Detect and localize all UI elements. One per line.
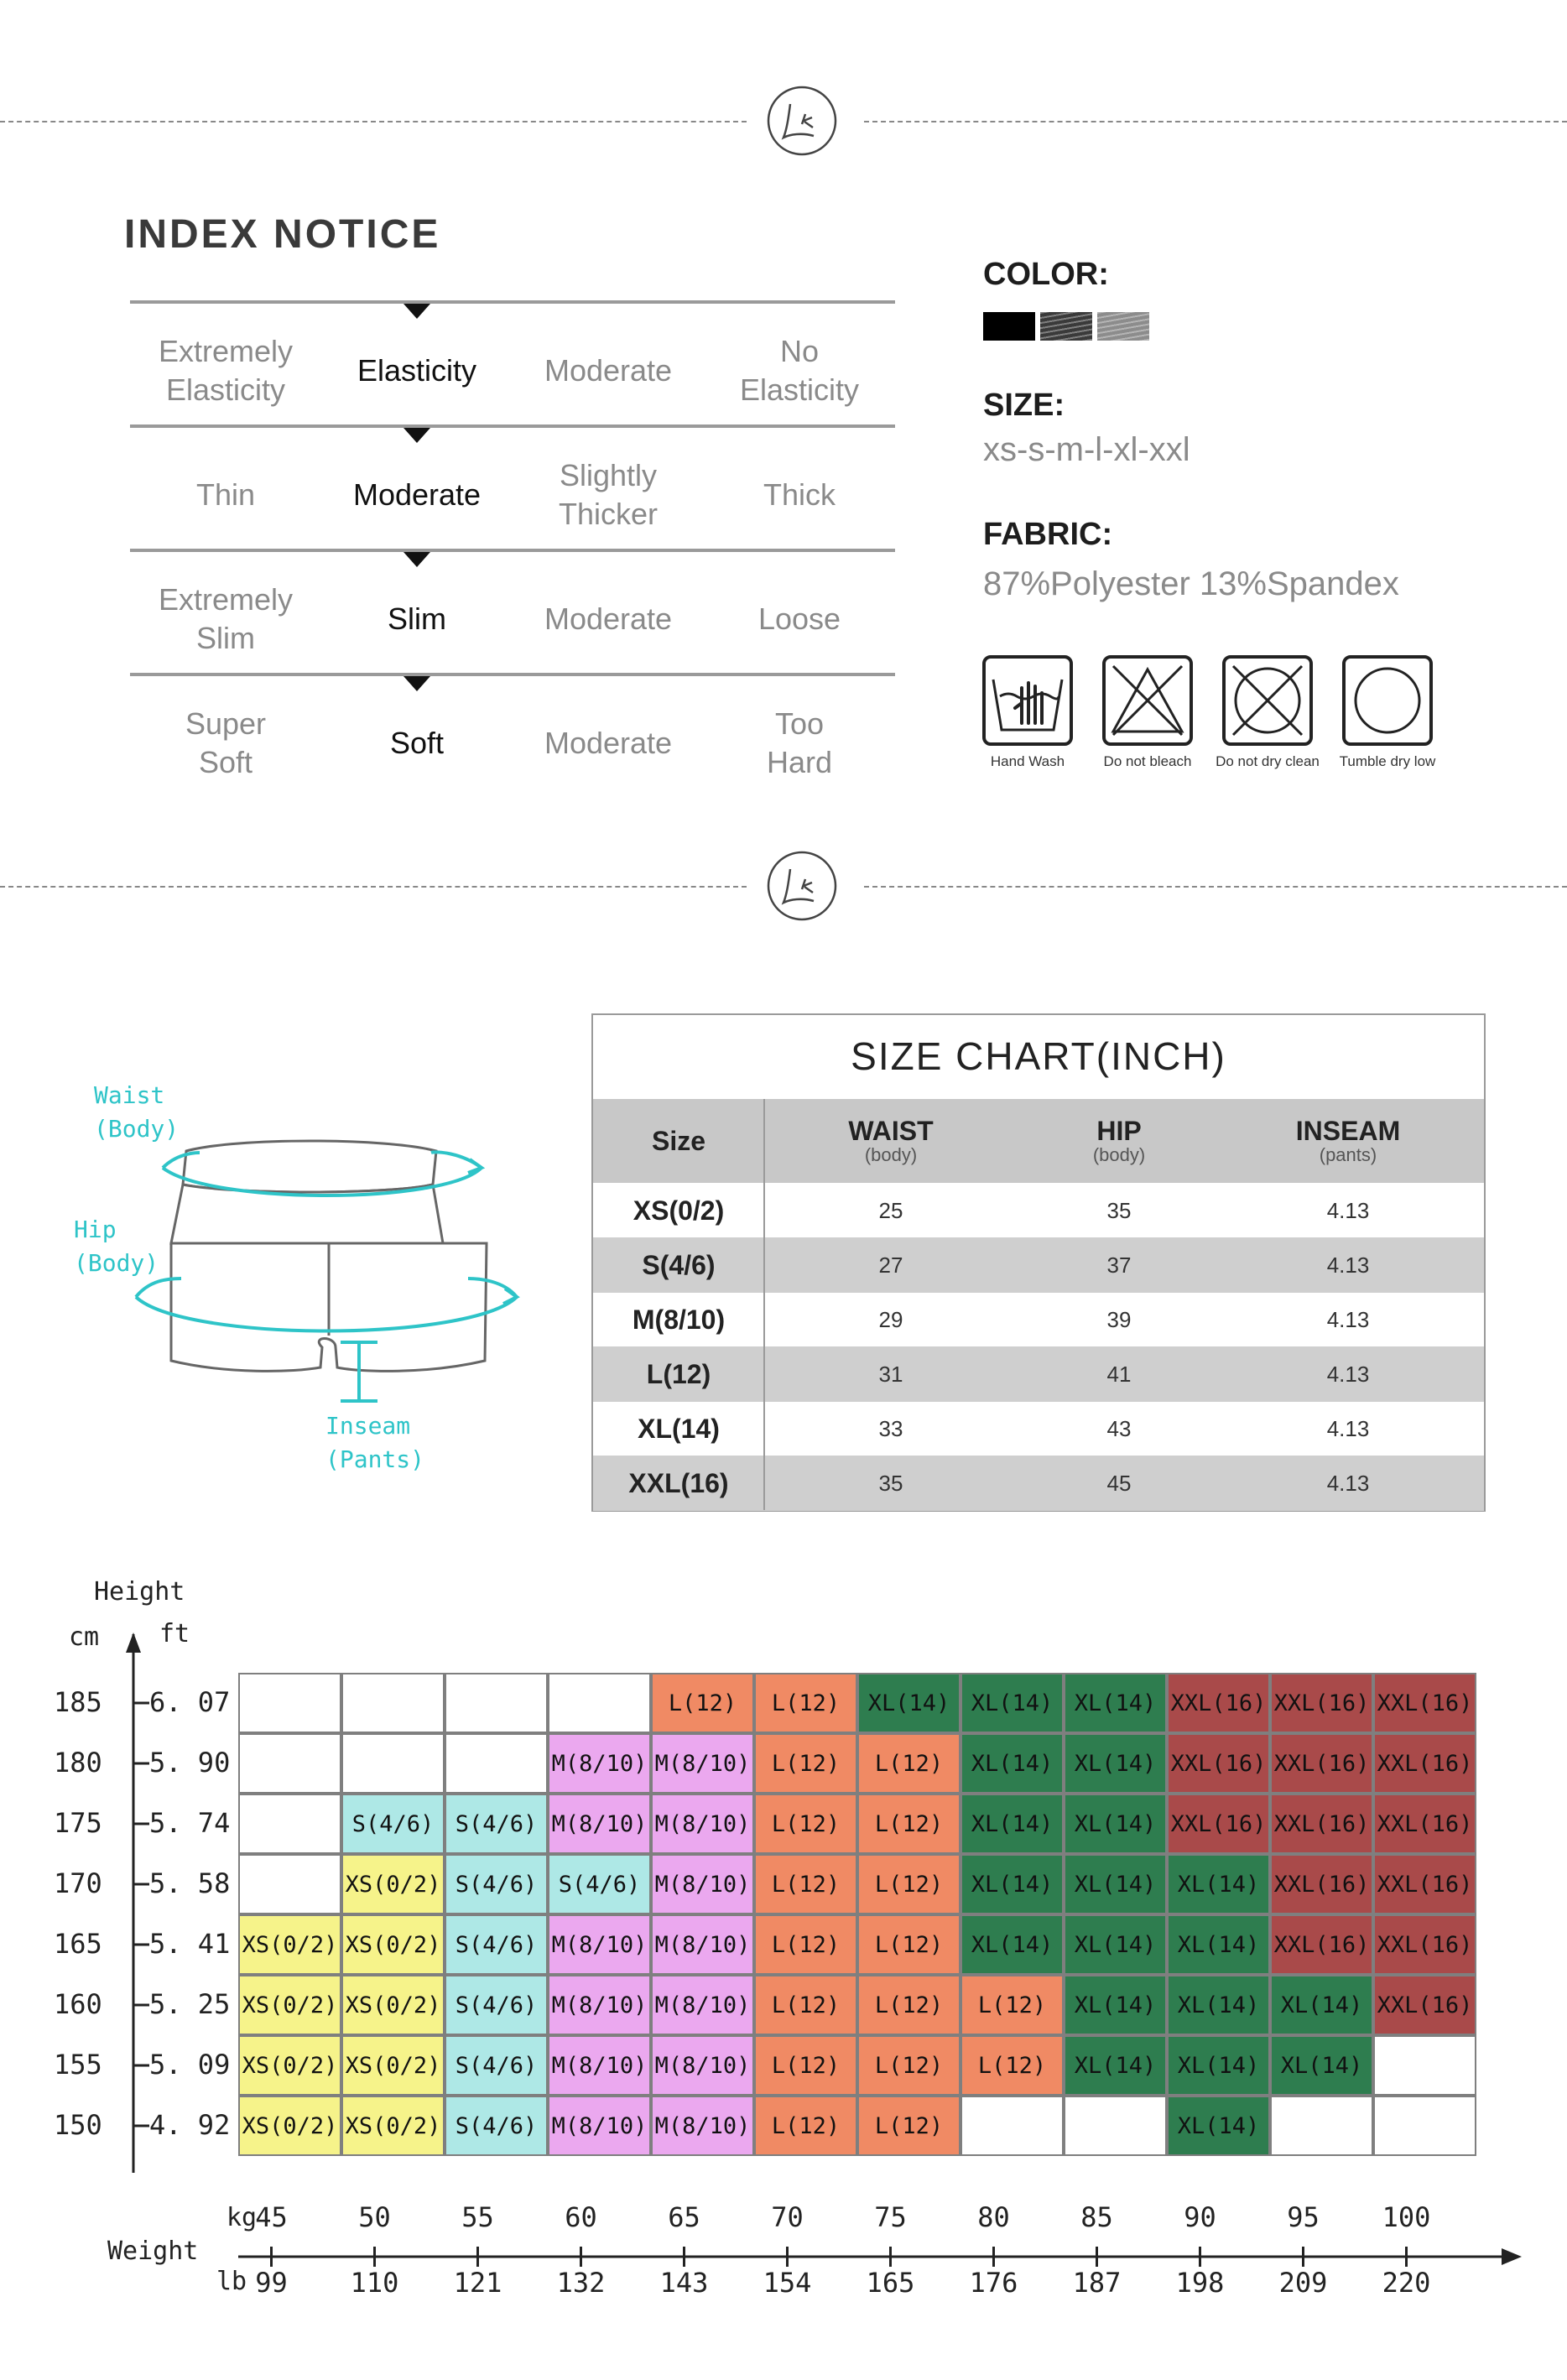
weight-lb-label: 198 bbox=[1175, 2267, 1225, 2299]
size-value: xs-s-m-l-xl-xxl bbox=[983, 431, 1190, 468]
height-ft-label: 5. 90 bbox=[149, 1747, 231, 1778]
column-header-sublabel: (body) bbox=[1092, 1144, 1146, 1165]
empty-grid-cell bbox=[1270, 2096, 1373, 2156]
index-value: No Elasticity bbox=[739, 334, 860, 407]
size-grid-cell: XL(14) bbox=[1167, 2035, 1270, 2096]
size-grid-cell: XS(0/2) bbox=[341, 1975, 445, 2035]
height-ft-label: 5. 25 bbox=[149, 1988, 231, 2020]
care-label: Do not bleach bbox=[1103, 753, 1192, 769]
size-cell: S(4/6) bbox=[642, 1249, 716, 1280]
size-grid-cell: L(12) bbox=[754, 1854, 857, 1914]
size-grid-cell: XS(0/2) bbox=[238, 1914, 341, 1975]
index-value: Thick bbox=[763, 477, 836, 512]
index-notice-title: INDEX NOTICE bbox=[124, 212, 441, 257]
index-value: Too Hard bbox=[766, 706, 833, 779]
index-value: Moderate bbox=[544, 602, 673, 636]
size-grid-cell: XXL(16) bbox=[1373, 1673, 1476, 1733]
size-grid-cell: XXL(16) bbox=[1373, 1794, 1476, 1854]
dashed-line bbox=[0, 121, 747, 122]
size-grid-cell: L(12) bbox=[754, 1673, 857, 1733]
index-value: Slightly Thicker bbox=[558, 458, 659, 531]
size-grid-cell: L(12) bbox=[961, 1975, 1064, 2035]
brand-logo-icon bbox=[765, 849, 839, 923]
table-row bbox=[593, 1292, 1484, 1347]
size-cell: XXL(16) bbox=[628, 1467, 729, 1498]
height-weight-grid bbox=[238, 1673, 1480, 2156]
weight-axis-title: Weight bbox=[107, 2237, 199, 2266]
weight-lb-label: 121 bbox=[453, 2267, 502, 2299]
weight-lb-label: 187 bbox=[1072, 2267, 1122, 2299]
index-row bbox=[130, 549, 895, 673]
size-chart-title: SIZE CHART(INCH) bbox=[851, 1034, 1226, 1078]
weight-kg-label: 95 bbox=[1287, 2201, 1320, 2233]
empty-grid-cell bbox=[961, 2096, 1064, 2156]
height-ft-label: 5. 09 bbox=[149, 2049, 231, 2081]
table-row bbox=[593, 1401, 1484, 1456]
size-grid-cell: L(12) bbox=[857, 1854, 961, 1914]
empty-grid-cell bbox=[445, 1733, 548, 1794]
care-label: Hand Wash bbox=[990, 753, 1065, 769]
size-grid-cell: S(4/6) bbox=[445, 2035, 548, 2096]
size-grid-cell: XL(14) bbox=[1167, 1854, 1270, 1914]
weight-lb-label: 132 bbox=[556, 2267, 606, 2299]
size-grid-cell: M(8/10) bbox=[651, 1914, 754, 1975]
waist-label: Waist (Body) bbox=[94, 1081, 180, 1143]
table-row bbox=[593, 1346, 1484, 1402]
size-grid-cell: M(8/10) bbox=[651, 2035, 754, 2096]
size-grid-cell: M(8/10) bbox=[548, 2035, 651, 2096]
size-grid-cell: L(12) bbox=[961, 2035, 1064, 2096]
dashed-line bbox=[864, 121, 1567, 122]
size-chart-table bbox=[591, 1013, 1486, 1512]
height-ft-label: 5. 58 bbox=[149, 1867, 231, 1899]
index-row bbox=[130, 424, 895, 549]
weight-lb-label: 154 bbox=[763, 2267, 812, 2299]
color-swatch[interactable] bbox=[983, 312, 1035, 341]
column-header bbox=[782, 1099, 1000, 1183]
cm-unit-label: cm bbox=[69, 1622, 100, 1652]
size-grid-cell: S(4/6) bbox=[548, 1854, 651, 1914]
size-grid-cell: XS(0/2) bbox=[238, 2096, 341, 2156]
measurement-cell: 4.13 bbox=[1326, 1306, 1370, 1332]
index-value: Extremely Slim bbox=[158, 582, 294, 655]
column-header bbox=[595, 1099, 763, 1183]
hand-wash-icon bbox=[981, 654, 1074, 747]
table-row bbox=[593, 1183, 1484, 1238]
size-grid-cell: M(8/10) bbox=[548, 1975, 651, 2035]
size-grid-cell: S(4/6) bbox=[445, 1914, 548, 1975]
size-grid-cell: XXL(16) bbox=[1167, 1673, 1270, 1733]
measurement-cell: 35 bbox=[878, 1470, 903, 1496]
column-header-sublabel: (pants) bbox=[1319, 1144, 1377, 1165]
empty-grid-cell bbox=[238, 1733, 341, 1794]
height-cm-label: 175 bbox=[54, 1807, 102, 1839]
size-grid-cell: M(8/10) bbox=[548, 2096, 651, 2156]
measurement-cell: 4.13 bbox=[1326, 1361, 1370, 1387]
size-grid-cell: XXL(16) bbox=[1373, 1733, 1476, 1794]
size-grid-cell: XL(14) bbox=[1064, 1673, 1167, 1733]
index-rule bbox=[130, 673, 895, 676]
hip-label: Hip (Body) bbox=[74, 1216, 159, 1277]
care-label: Tumble dry low bbox=[1339, 753, 1436, 769]
column-header-sublabel: (body) bbox=[864, 1144, 918, 1165]
brand-logo-icon bbox=[765, 84, 839, 158]
height-cm-label: 160 bbox=[54, 1988, 102, 2020]
height-cm-label: 165 bbox=[54, 1928, 102, 1960]
weight-kg-label: 70 bbox=[771, 2201, 804, 2233]
index-selected-value: Slim bbox=[388, 602, 446, 636]
index-row bbox=[130, 673, 895, 797]
size-grid-cell: XXL(16) bbox=[1270, 1854, 1373, 1914]
height-cm-label: 150 bbox=[54, 2109, 102, 2141]
measurement-cell: 29 bbox=[878, 1306, 903, 1332]
size-grid-cell: XXL(16) bbox=[1373, 1975, 1476, 2035]
size-grid-cell: XXL(16) bbox=[1373, 1914, 1476, 1975]
size-grid-cell: XL(14) bbox=[1167, 1975, 1270, 2035]
measurement-cell: 25 bbox=[878, 1197, 903, 1223]
measurement-cell: 37 bbox=[1106, 1252, 1132, 1278]
color-swatch[interactable] bbox=[1040, 312, 1092, 341]
measurement-cell: 41 bbox=[1106, 1361, 1132, 1387]
size-grid-cell: XL(14) bbox=[1064, 1794, 1167, 1854]
column-header-label: INSEAM bbox=[1295, 1116, 1401, 1146]
size-grid-cell: S(4/6) bbox=[341, 1794, 445, 1854]
weight-kg-label: 85 bbox=[1080, 2201, 1113, 2233]
index-value: Extremely Elasticity bbox=[158, 334, 294, 407]
size-cell: L(12) bbox=[646, 1358, 711, 1389]
weight-kg-label: 45 bbox=[255, 2201, 288, 2233]
measurement-cell: 4.13 bbox=[1326, 1470, 1370, 1496]
do-not-dry-clean-icon bbox=[1221, 654, 1314, 747]
size-grid-cell: XXL(16) bbox=[1270, 1673, 1373, 1733]
empty-grid-cell bbox=[238, 1854, 341, 1914]
size-grid-cell: XXL(16) bbox=[1270, 1914, 1373, 1975]
size-grid-cell: XL(14) bbox=[1064, 1733, 1167, 1794]
weight-kg-label: 75 bbox=[874, 2201, 907, 2233]
size-grid-cell: XL(14) bbox=[961, 1914, 1064, 1975]
size-grid-cell: M(8/10) bbox=[651, 1975, 754, 2035]
size-grid-cell: XS(0/2) bbox=[238, 1975, 341, 2035]
measurement-cell: 39 bbox=[1106, 1306, 1132, 1332]
weight-kg-label: 60 bbox=[565, 2201, 597, 2233]
size-grid-cell: XS(0/2) bbox=[341, 1914, 445, 1975]
height-cm-label: 155 bbox=[54, 2049, 102, 2081]
empty-grid-cell bbox=[238, 1673, 341, 1733]
size-grid-cell: S(4/6) bbox=[445, 1794, 548, 1854]
size-grid-cell: L(12) bbox=[754, 1914, 857, 1975]
measurement-cell: 33 bbox=[878, 1415, 903, 1441]
index-value: Super Soft bbox=[185, 706, 267, 779]
measurement-cell: 4.13 bbox=[1326, 1415, 1370, 1441]
size-grid-cell: XL(14) bbox=[961, 1673, 1064, 1733]
size-grid-cell: L(12) bbox=[651, 1673, 754, 1733]
size-grid-cell: L(12) bbox=[754, 2035, 857, 2096]
size-grid-cell: L(12) bbox=[857, 2096, 961, 2156]
dashed-line bbox=[0, 886, 747, 888]
column-header bbox=[1010, 1099, 1228, 1183]
size-grid-cell: XXL(16) bbox=[1270, 1733, 1373, 1794]
empty-grid-cell bbox=[445, 1673, 548, 1733]
index-rule bbox=[130, 424, 895, 428]
ft-unit-label: ft bbox=[159, 1619, 190, 1648]
kg-unit-label: kg bbox=[226, 2203, 258, 2232]
table-row bbox=[593, 1456, 1484, 1511]
size-grid-cell: XL(14) bbox=[961, 1794, 1064, 1854]
size-cell: M(8/10) bbox=[632, 1304, 726, 1335]
size-grid-cell: L(12) bbox=[754, 1794, 857, 1854]
height-cm-label: 180 bbox=[54, 1747, 102, 1778]
measurement-cell: 43 bbox=[1106, 1415, 1132, 1441]
height-cm-label: 185 bbox=[54, 1686, 102, 1718]
do-not-bleach-icon bbox=[1101, 654, 1194, 747]
index-value: Moderate bbox=[544, 353, 673, 388]
column-divider bbox=[763, 1099, 765, 1510]
size-grid-cell: S(4/6) bbox=[445, 2096, 548, 2156]
weight-kg-label: 80 bbox=[977, 2201, 1010, 2233]
height-ft-label: 5. 41 bbox=[149, 1928, 231, 1960]
column-header-label: WAIST bbox=[848, 1116, 934, 1146]
empty-grid-cell bbox=[238, 1794, 341, 1854]
size-grid-cell: XL(14) bbox=[961, 1854, 1064, 1914]
index-selected-value: Soft bbox=[389, 726, 445, 760]
size-grid-cell: L(12) bbox=[857, 1733, 961, 1794]
weight-kg-label: 90 bbox=[1184, 2201, 1216, 2233]
inseam-label: Inseam (Pants) bbox=[325, 1412, 425, 1473]
weight-lb-label: 99 bbox=[255, 2267, 288, 2299]
size-grid-cell: XXL(16) bbox=[1167, 1794, 1270, 1854]
size-grid-cell: XL(14) bbox=[1064, 2035, 1167, 2096]
weight-lb-label: 220 bbox=[1382, 2267, 1431, 2299]
size-grid-cell: XS(0/2) bbox=[341, 1854, 445, 1914]
divider-middle bbox=[0, 832, 1567, 941]
size-grid-cell: XL(14) bbox=[961, 1733, 1064, 1794]
height-cm-label: 170 bbox=[54, 1867, 102, 1899]
size-grid-cell: XL(14) bbox=[1270, 2035, 1373, 2096]
size-grid-cell: XXL(16) bbox=[1167, 1733, 1270, 1794]
size-grid-cell: L(12) bbox=[754, 1733, 857, 1794]
index-selected-value: Elasticity bbox=[357, 353, 477, 388]
size-label: SIZE: bbox=[983, 388, 1065, 423]
height-axis-title: Height bbox=[94, 1577, 185, 1607]
measurement-cell: 35 bbox=[1106, 1197, 1132, 1223]
size-grid-cell: M(8/10) bbox=[651, 1733, 754, 1794]
size-grid-cell: XL(14) bbox=[1064, 1854, 1167, 1914]
size-grid-cell: L(12) bbox=[754, 2096, 857, 2156]
empty-grid-cell bbox=[1373, 2035, 1476, 2096]
size-cell: XL(14) bbox=[638, 1413, 720, 1444]
height-ft-label: 6. 07 bbox=[149, 1686, 231, 1718]
size-grid-cell: S(4/6) bbox=[445, 1975, 548, 2035]
size-grid-cell: M(8/10) bbox=[651, 1794, 754, 1854]
measurement-cell: 4.13 bbox=[1326, 1197, 1370, 1223]
tumble-dry-low-icon bbox=[1341, 654, 1434, 747]
weight-kg-label: 50 bbox=[358, 2201, 391, 2233]
column-header-label: HIP bbox=[1096, 1116, 1142, 1146]
size-grid-cell: M(8/10) bbox=[651, 2096, 754, 2156]
empty-grid-cell bbox=[1373, 2096, 1476, 2156]
weight-lb-label: 209 bbox=[1278, 2267, 1328, 2299]
size-grid-cell: M(8/10) bbox=[548, 1733, 651, 1794]
size-grid-cell: L(12) bbox=[754, 1975, 857, 2035]
size-cell: XS(0/2) bbox=[633, 1195, 725, 1226]
size-grid-cell: XL(14) bbox=[1064, 1975, 1167, 2035]
size-grid-cell: XS(0/2) bbox=[341, 2035, 445, 2096]
size-grid-cell: M(8/10) bbox=[548, 1914, 651, 1975]
index-value: Moderate bbox=[544, 726, 673, 760]
size-grid-cell: L(12) bbox=[857, 1975, 961, 2035]
size-grid-cell: XXL(16) bbox=[1373, 1854, 1476, 1914]
weight-lb-label: 143 bbox=[659, 2267, 709, 2299]
care-label: Do not dry clean bbox=[1216, 753, 1320, 769]
weight-kg-label: 100 bbox=[1382, 2201, 1431, 2233]
column-header bbox=[1239, 1099, 1457, 1183]
height-ft-label: 5. 74 bbox=[149, 1807, 231, 1839]
divider-top bbox=[0, 67, 1567, 176]
index-selected-value: Moderate bbox=[352, 477, 482, 512]
color-swatch[interactable] bbox=[1097, 312, 1149, 341]
measurement-cell: 27 bbox=[878, 1252, 903, 1278]
index-notice-table bbox=[130, 300, 895, 787]
empty-grid-cell bbox=[1064, 2096, 1167, 2156]
empty-grid-cell bbox=[341, 1733, 445, 1794]
index-rule bbox=[130, 300, 895, 304]
weight-kg-label: 55 bbox=[461, 2201, 494, 2233]
size-grid-cell: XL(14) bbox=[1270, 1975, 1373, 2035]
lb-unit-label: lb bbox=[216, 2267, 247, 2296]
size-grid-cell: XL(14) bbox=[857, 1673, 961, 1733]
dashed-line bbox=[864, 886, 1567, 888]
weight-kg-label: 65 bbox=[668, 2201, 700, 2233]
index-rule bbox=[130, 549, 895, 552]
empty-grid-cell bbox=[548, 1673, 651, 1733]
size-grid-cell: L(12) bbox=[857, 1794, 961, 1854]
measurement-cell: 31 bbox=[878, 1361, 903, 1387]
weight-lb-label: 165 bbox=[866, 2267, 915, 2299]
table-row bbox=[593, 1237, 1484, 1293]
measurement-cell: 4.13 bbox=[1326, 1252, 1370, 1278]
size-grid-cell: M(8/10) bbox=[651, 1854, 754, 1914]
size-grid-cell: L(12) bbox=[857, 1914, 961, 1975]
fabric-value: 87%Polyester 13%Spandex bbox=[983, 565, 1399, 602]
fabric-label: FABRIC: bbox=[983, 517, 1113, 552]
size-grid-cell: L(12) bbox=[857, 2035, 961, 2096]
weight-lb-label: 176 bbox=[969, 2267, 1018, 2299]
size-grid-cell: XS(0/2) bbox=[238, 2035, 341, 2096]
color-label: COLOR: bbox=[983, 257, 1109, 292]
index-row bbox=[130, 300, 895, 424]
size-grid-cell: S(4/6) bbox=[445, 1854, 548, 1914]
measurement-cell: 45 bbox=[1106, 1470, 1132, 1496]
index-value: Thin bbox=[195, 477, 256, 512]
size-grid-cell: XXL(16) bbox=[1270, 1794, 1373, 1854]
size-grid-cell: XL(14) bbox=[1167, 1914, 1270, 1975]
size-grid-cell: XS(0/2) bbox=[341, 2096, 445, 2156]
weight-lb-label: 110 bbox=[350, 2267, 399, 2299]
size-grid-cell: XL(14) bbox=[1167, 2096, 1270, 2156]
index-value: Loose bbox=[757, 602, 841, 636]
size-grid-cell: M(8/10) bbox=[548, 1794, 651, 1854]
height-ft-label: 4. 92 bbox=[149, 2109, 231, 2141]
column-header-label: Size bbox=[651, 1126, 706, 1156]
size-chart-header bbox=[593, 1099, 1484, 1183]
empty-grid-cell bbox=[341, 1673, 445, 1733]
size-grid-cell: XL(14) bbox=[1064, 1914, 1167, 1975]
